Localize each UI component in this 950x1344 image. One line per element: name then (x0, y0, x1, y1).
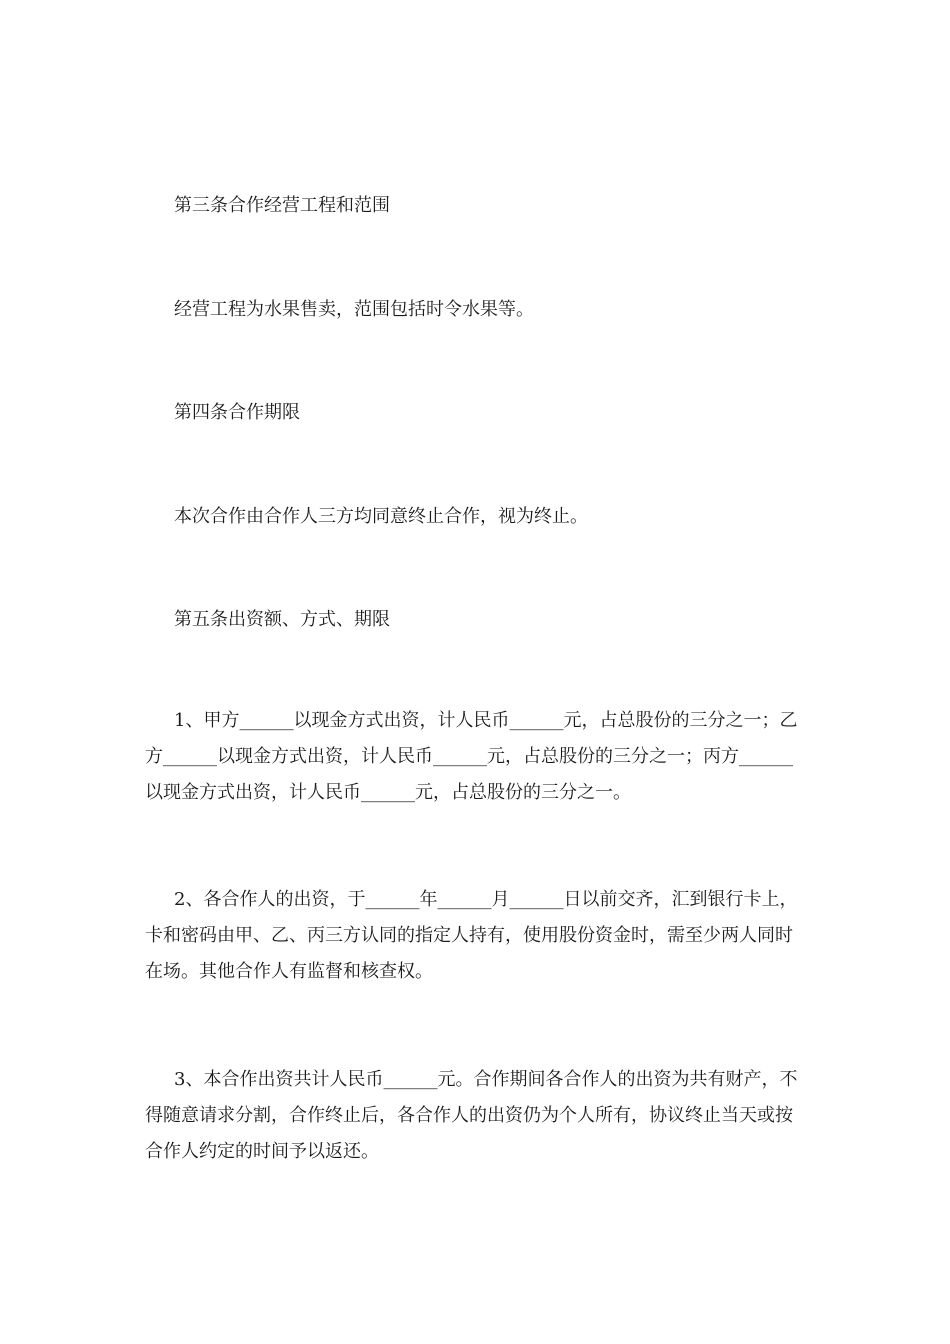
article-5-heading: 第五条出资额、方式、期限 (174, 609, 390, 630)
article-4-heading: 第四条合作期限 (174, 402, 300, 423)
article-5-clause-2: 2、各合作人的出资，于______年______月______日以前交齐，汇到银行卡上，卡和密码由甲、乙、丙三方认同的指定人持有，使用股份资金时，需至少两人同时在场。其他合作人有监督和核查权。 (145, 889, 798, 982)
article-3-heading: 第三条合作经营工程和范围 (174, 195, 390, 216)
article-3-body: 经营工程为水果售卖，范围包括时令水果等。 (174, 299, 534, 320)
article-5-clause-1: 1、甲方______以现金方式出资，计人民币______元，占总股份的三分之一；乙方______以现金方式出资，计人民币______元，占总股份的三分之一；丙方______以现金方式出资，计人民币______元，占总股份的三分之一。 (145, 710, 798, 803)
article-5-clause-3: 3、本合作出资共计人民币______元。合作期间各合作人的出资为共有财产，不得随意请求分割，合作终止后，各合作人的出资仍为个人所有，协议终止当天或按合作人约定的时间予以返还。 (145, 1069, 798, 1162)
article-4-body: 本次合作由合作人三方均同意终止合作，视为终止。 (174, 506, 588, 527)
